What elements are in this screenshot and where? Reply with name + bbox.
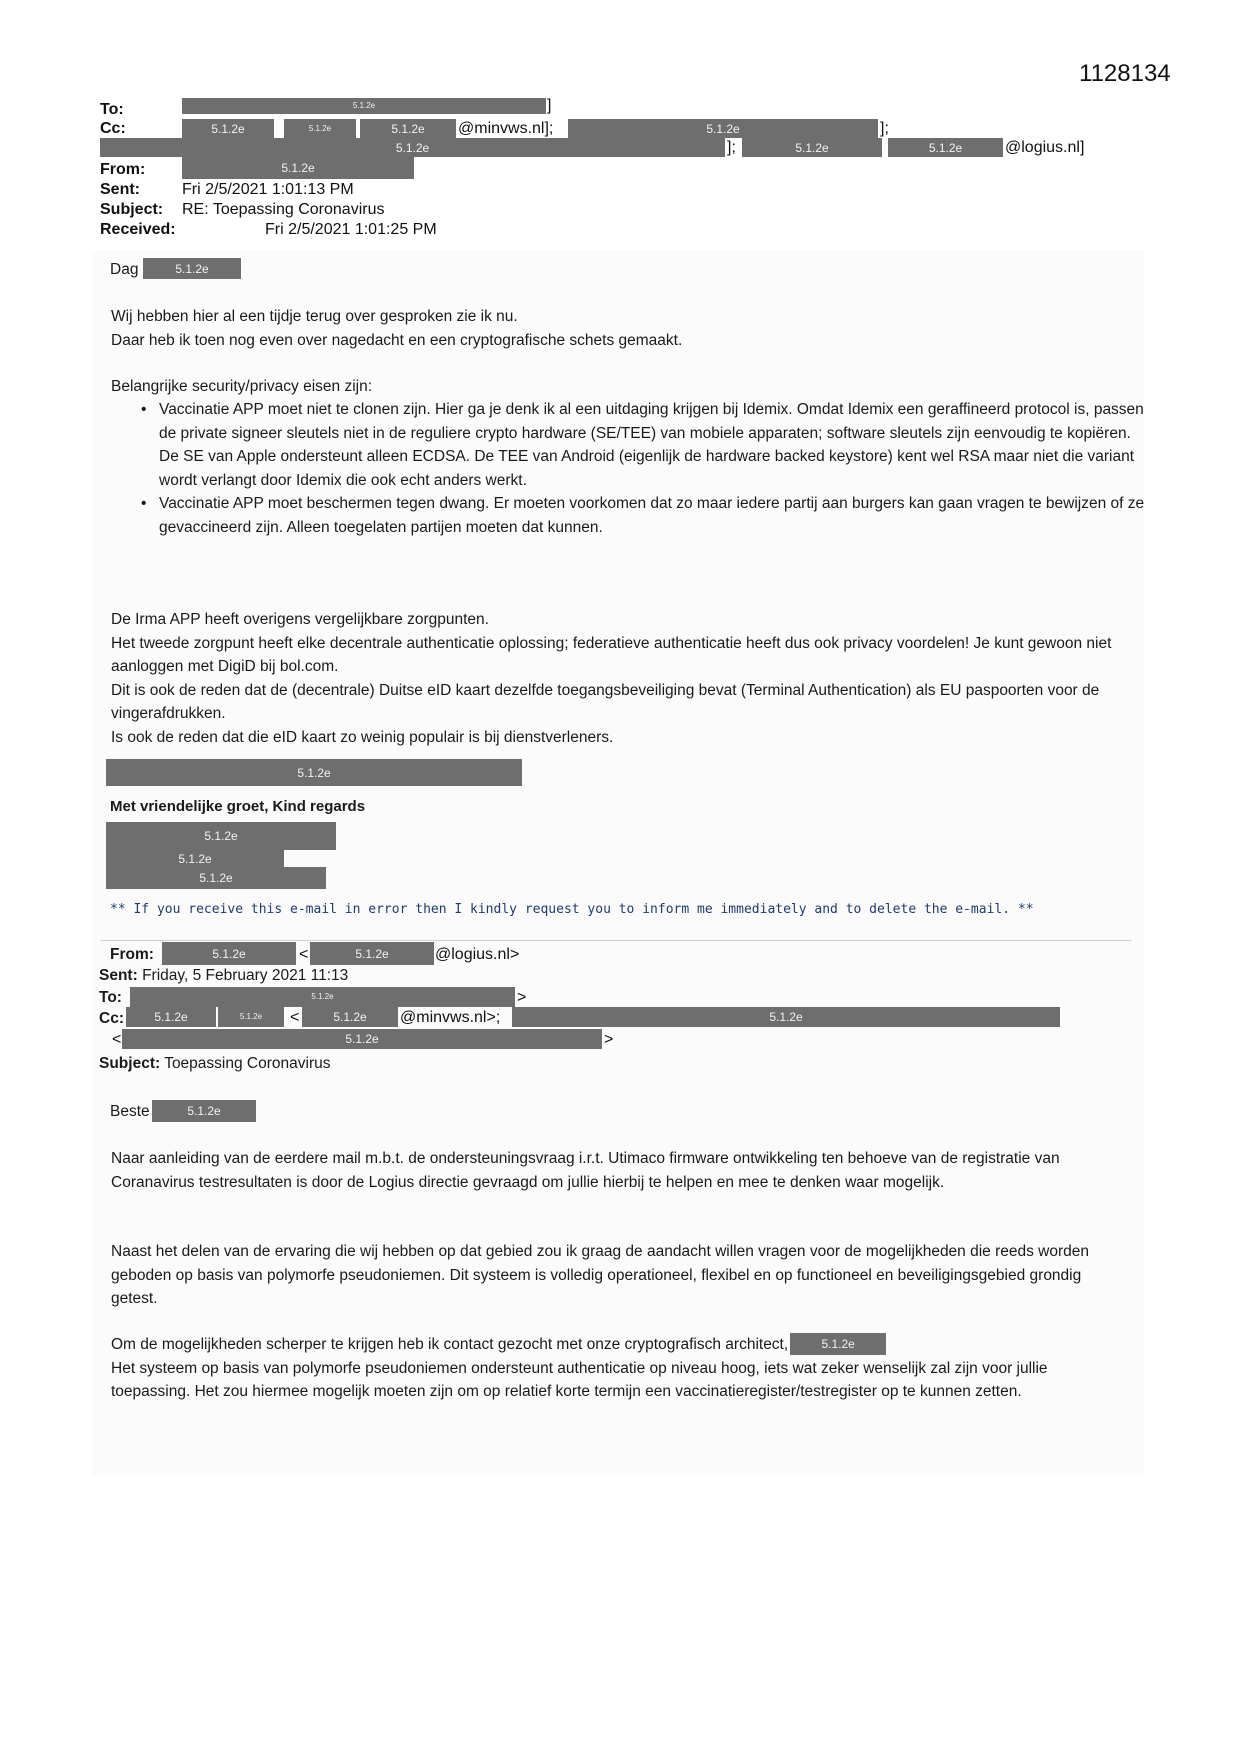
redaction-orig-cc-4: 5.1.2e [512, 1007, 1060, 1027]
orig-cc-label: Cc: [99, 1010, 124, 1027]
redaction-sender-name: 5.1.2e [106, 759, 522, 786]
cc-email-logius: @logius.nl] [1005, 139, 1085, 156]
requirement-item: • Vaccinatie APP moet niet te clonen zijn. Hier ga je denk ik al een uitdaging krijgen bij Idemix. Omdat Idemix een geraffineerd protocol is, passen de private signeer sleutels niet in de reguliere crypto hardware (SE/TEE) van mobiele apparaten; software sleutels zijn eenvoudig te kopiëren. De SE van Apple ondersteunt alleen ECDSA. De TEE van Android (eigenlijk de hardware backed keystore) kent wel RSA maar niet die variant wordt verlangt door Idemix die ook echt anders werkt. [159, 398, 1149, 492]
redaction-signature-3: 5.1.2e [106, 867, 326, 889]
orig-cc-gt2: > [604, 1031, 614, 1048]
orig-cc-lt: < [290, 1009, 300, 1026]
cc-email-minvws: @minvws.nl]; [458, 120, 554, 137]
cc-sep: ]; [727, 139, 736, 156]
redaction-to: 5.1.2e [182, 98, 546, 114]
redaction-orig-cc-2: 5.1.2e [218, 1007, 284, 1027]
redaction-cc-4: 5.1.2e [568, 119, 878, 138]
orig-subject-row: Subject: Toepassing Coronavirus [99, 1055, 331, 1072]
redaction-orig-cc-1: 5.1.2e [126, 1007, 216, 1027]
redaction-orig-cc-5: 5.1.2e [122, 1029, 602, 1049]
redaction-orig-greeting-name: 5.1.2e [152, 1100, 256, 1122]
redaction-orig-to: 5.1.2e [130, 987, 515, 1007]
redaction-cc-line2-2: 5.1.2e [742, 138, 882, 157]
redaction-cc-line2-3: 5.1.2e [888, 138, 1003, 157]
signoff: Met vriendelijke groet, Kind regards [110, 798, 366, 815]
orig-cc-email: @minvws.nl>; [400, 1009, 501, 1026]
redaction-cc-3: 5.1.2e [360, 119, 456, 138]
orig-sent-row: Sent: Friday, 5 February 2021 11:13 [99, 967, 349, 984]
greeting: Dag [110, 261, 139, 278]
orig-paragraph-3: Om de mogelijkheden scherper te krijgen heb ik contact gezocht met onze cryptografisch architect, 5.1.2e Het systeem op basis van polymorfe pseudoniemen ondersteunt authenticatie op niveau hoog, iets wat zeker wenselijk zal zijn voor jullie toepassing. Het zou hiermee mogelijk moeten zijn om op relatief korte termijn een vaccinatieregister/testregister op te kunnen zetten. [111, 1333, 1126, 1404]
redaction-from: 5.1.2e [182, 157, 414, 179]
reply-paragraph-3: De Irma APP heeft overigens vergelijkbare zorgpunten. Het tweede zorgpunt heeft elke decentrale authenticatie oplossing; federatieve authenticatie heeft dus ook privacy voordelen! Je kunt gewoon niet aanloggen met DigiD bij bol.com. Dit is ook de reden dat de (decentrale) Duitse eID kaart dezelfde toegangsbeveiliging bevat (Terminal Authentication) als EU paspoorten voor de vingerafdrukken. Is ook de reden dat die eID kaart zo weinig populair is bij dienstverleners. [111, 611, 1112, 746]
document-number: 1128134 [1079, 60, 1171, 87]
from-label: From: [100, 161, 146, 178]
orig-from-label: From: [110, 946, 154, 963]
orig-paragraph-2: Naast het delen van de ervaring die wij hebben op dat gebied zou ik graag de aandacht willen vragen voor de mogelijkheden die reeds worden geboden op basis van polymorfe pseudoniemen. Dit systeem is volledig operationeel, flexibel en op functioneel en beveiligingsgebied grondig getest. [111, 1243, 1090, 1307]
orig-greeting: Beste [110, 1103, 150, 1120]
orig-to-label: To: [99, 989, 122, 1006]
received-value: Fri 2/5/2021 1:01:25 PM [265, 221, 437, 238]
orig-cc-lt2: < [112, 1031, 122, 1048]
to-bracket: ] [547, 97, 552, 114]
requirements-intro: Belangrijke security/privacy eisen zijn: [111, 378, 373, 395]
received-label: Received: [100, 221, 176, 238]
redaction-cc-2: 5.1.2e [284, 119, 356, 138]
sent-value: Fri 2/5/2021 1:01:13 PM [182, 181, 354, 198]
orig-from-lt: < [299, 946, 309, 963]
subject-value: RE: Toepassing Coronavirus [182, 201, 385, 218]
requirement-item: • Vaccinatie APP moet beschermen tegen dwang. Er moeten voorkomen dat zo maar iedere partij aan burgers kan gaan vragen te bewijzen of ze gevaccineerd zijn. Alleen toegelaten partijen moeten dat kunnen. [159, 492, 1149, 539]
redaction-orig-from-1: 5.1.2e [162, 942, 296, 965]
cc-label: Cc: [100, 120, 126, 137]
to-label: To: [100, 101, 124, 118]
orig-to-gt: > [517, 989, 527, 1006]
subject-label: Subject: [100, 201, 164, 218]
redaction-cc-1: 5.1.2e [182, 119, 274, 138]
redaction-signature-1: 5.1.2e [106, 822, 336, 850]
disclaimer: ** If you receive this e-mail in error then I kindly request you to inform me immediately and to delete the e-mail. ** [110, 902, 1034, 917]
cc-bracket: ]; [880, 120, 889, 137]
redaction-cc-line2-1: 5.1.2e [100, 138, 725, 157]
reply-paragraph-1: Wij hebben hier al een tijdje terug over gesproken zie ik nu. Daar heb ik toen nog even over nagedacht en een cryptografische schets gemaakt. [111, 308, 683, 349]
requirements-list [135, 398, 1149, 539]
redaction-greeting-name: 5.1.2e [143, 258, 241, 279]
redaction-architect-name: 5.1.2e [790, 1333, 886, 1355]
orig-from-email: @logius.nl> [435, 946, 520, 963]
sent-label: Sent: [100, 181, 140, 198]
redaction-signature-2: 5.1.2e [106, 850, 284, 868]
orig-paragraph-1: Naar aanleiding van de eerdere mail m.b.t. de ondersteuningsvraag i.r.t. Utimaco firmware ontwikkeling ten behoeve van de registratie van Coranavirus testresultaten is door de Logius directie gevraagd om jullie hierbij te helpen en mee te denken waar mogelijk. [111, 1150, 1060, 1191]
divider [100, 940, 1132, 941]
redaction-orig-cc-3: 5.1.2e [302, 1007, 398, 1027]
redaction-orig-from-2: 5.1.2e [310, 942, 434, 965]
